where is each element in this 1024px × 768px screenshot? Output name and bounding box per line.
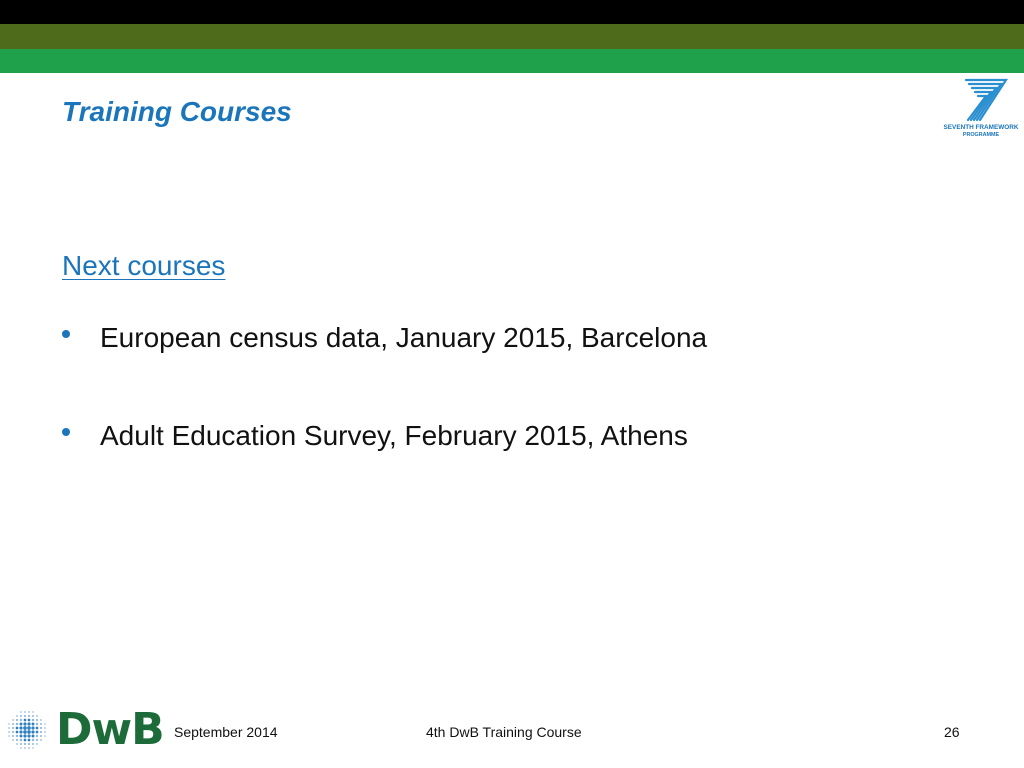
- globe-dot: [16, 731, 19, 734]
- next-courses-heading: Next courses: [62, 250, 226, 281]
- globe-dot: [44, 735, 46, 737]
- globe-dot: [36, 731, 39, 734]
- fp7-logo: [940, 74, 1022, 142]
- dwb-wordmark: DwB: [56, 704, 164, 755]
- globe-dot: [23, 734, 26, 737]
- globe-dot: [12, 719, 14, 721]
- globe-dot: [31, 726, 34, 729]
- globe-dot: [36, 719, 38, 721]
- header-band-black: [0, 0, 1024, 24]
- globe-dot: [24, 715, 26, 717]
- globe-dot: [12, 727, 14, 729]
- globe-dot: [20, 747, 22, 749]
- globe-dot: [12, 735, 14, 737]
- globe-dot: [32, 723, 35, 726]
- globe-dot: [27, 722, 30, 725]
- header-band-olive: [0, 24, 1024, 49]
- globe-dot: [27, 734, 30, 737]
- globe-dot: [32, 711, 34, 713]
- globe-dot: [28, 739, 31, 742]
- bullet-icon: [62, 330, 70, 338]
- dwb-logo: [6, 704, 164, 755]
- page-number: 26: [944, 724, 960, 740]
- globe-dot: [8, 731, 10, 733]
- globe-dot: [16, 727, 19, 730]
- globe-dot: [40, 731, 42, 733]
- header-band-green: [0, 49, 1024, 73]
- globe-dot: [24, 747, 26, 749]
- footer-course-title: 4th DwB Training Course: [426, 724, 582, 740]
- globe-dot: [40, 719, 42, 721]
- globe-dot: [36, 727, 39, 730]
- globe-dot: [16, 735, 18, 737]
- globe-dot: [44, 723, 46, 725]
- globe-dot: [23, 730, 27, 734]
- globe-dot: [28, 711, 30, 713]
- globe-dot: [20, 723, 23, 726]
- globe-dot: [20, 715, 22, 717]
- globe-dot: [40, 735, 42, 737]
- globe-dot: [40, 723, 42, 725]
- globe-dot: [28, 715, 30, 717]
- globe-dot: [20, 735, 23, 738]
- globe-dot: [8, 735, 10, 737]
- globe-dot: [24, 719, 27, 722]
- globe-dot: [19, 730, 22, 733]
- globe-dot: [32, 715, 34, 717]
- globe-dot: [24, 739, 27, 742]
- globe-dot: [20, 739, 22, 741]
- globe-dot: [24, 711, 26, 713]
- globe-dot: [27, 726, 31, 730]
- globe-dot: [28, 747, 30, 749]
- globe-dot: [20, 711, 22, 713]
- globe-dots-icon: [6, 709, 48, 751]
- globe-dot: [28, 743, 30, 745]
- globe-dot: [40, 727, 42, 729]
- globe-dot: [16, 743, 18, 745]
- footer-date: September 2014: [174, 724, 278, 740]
- globe-dot: [16, 723, 18, 725]
- globe-dot: [19, 726, 22, 729]
- fp7-logo-line2: PROGRAMME: [962, 132, 1000, 138]
- globe-dot: [40, 739, 42, 741]
- fp7-logo-line1: SEVENTH FRAMEWORK: [943, 124, 1019, 131]
- globe-dot: [28, 719, 31, 722]
- globe-dot: [23, 726, 27, 730]
- globe-dot: [32, 719, 34, 721]
- globe-dot: [36, 743, 38, 745]
- globe-dot: [20, 719, 22, 721]
- globe-dot: [12, 739, 14, 741]
- slide-title: Training Courses: [62, 96, 292, 127]
- globe-dot: [12, 723, 14, 725]
- globe-dot: [16, 715, 18, 717]
- globe-dot: [36, 715, 38, 717]
- globe-dot: [44, 731, 46, 733]
- globe-dot: [8, 723, 10, 725]
- globe-dot: [16, 719, 18, 721]
- bullet-icon: [62, 428, 70, 436]
- globe-dot: [20, 743, 22, 745]
- globe-dot: [23, 722, 26, 725]
- globe-dot: [36, 735, 38, 737]
- globe-dot: [44, 727, 46, 729]
- globe-dot: [27, 730, 31, 734]
- globe-dot: [32, 735, 35, 738]
- course-text: Adult Education Survey, February 2015, Athens: [100, 420, 688, 451]
- globe-dot: [31, 730, 34, 733]
- course-text: European census data, January 2015, Barcelona: [100, 322, 708, 353]
- globe-dot: [32, 747, 34, 749]
- globe-dot: [36, 723, 38, 725]
- globe-dot: [24, 743, 26, 745]
- globe-dot: [12, 731, 14, 733]
- globe-dot: [32, 739, 34, 741]
- globe-dot: [16, 739, 18, 741]
- globe-dot: [36, 739, 38, 741]
- globe-dot: [32, 743, 34, 745]
- globe-dot: [8, 727, 10, 729]
